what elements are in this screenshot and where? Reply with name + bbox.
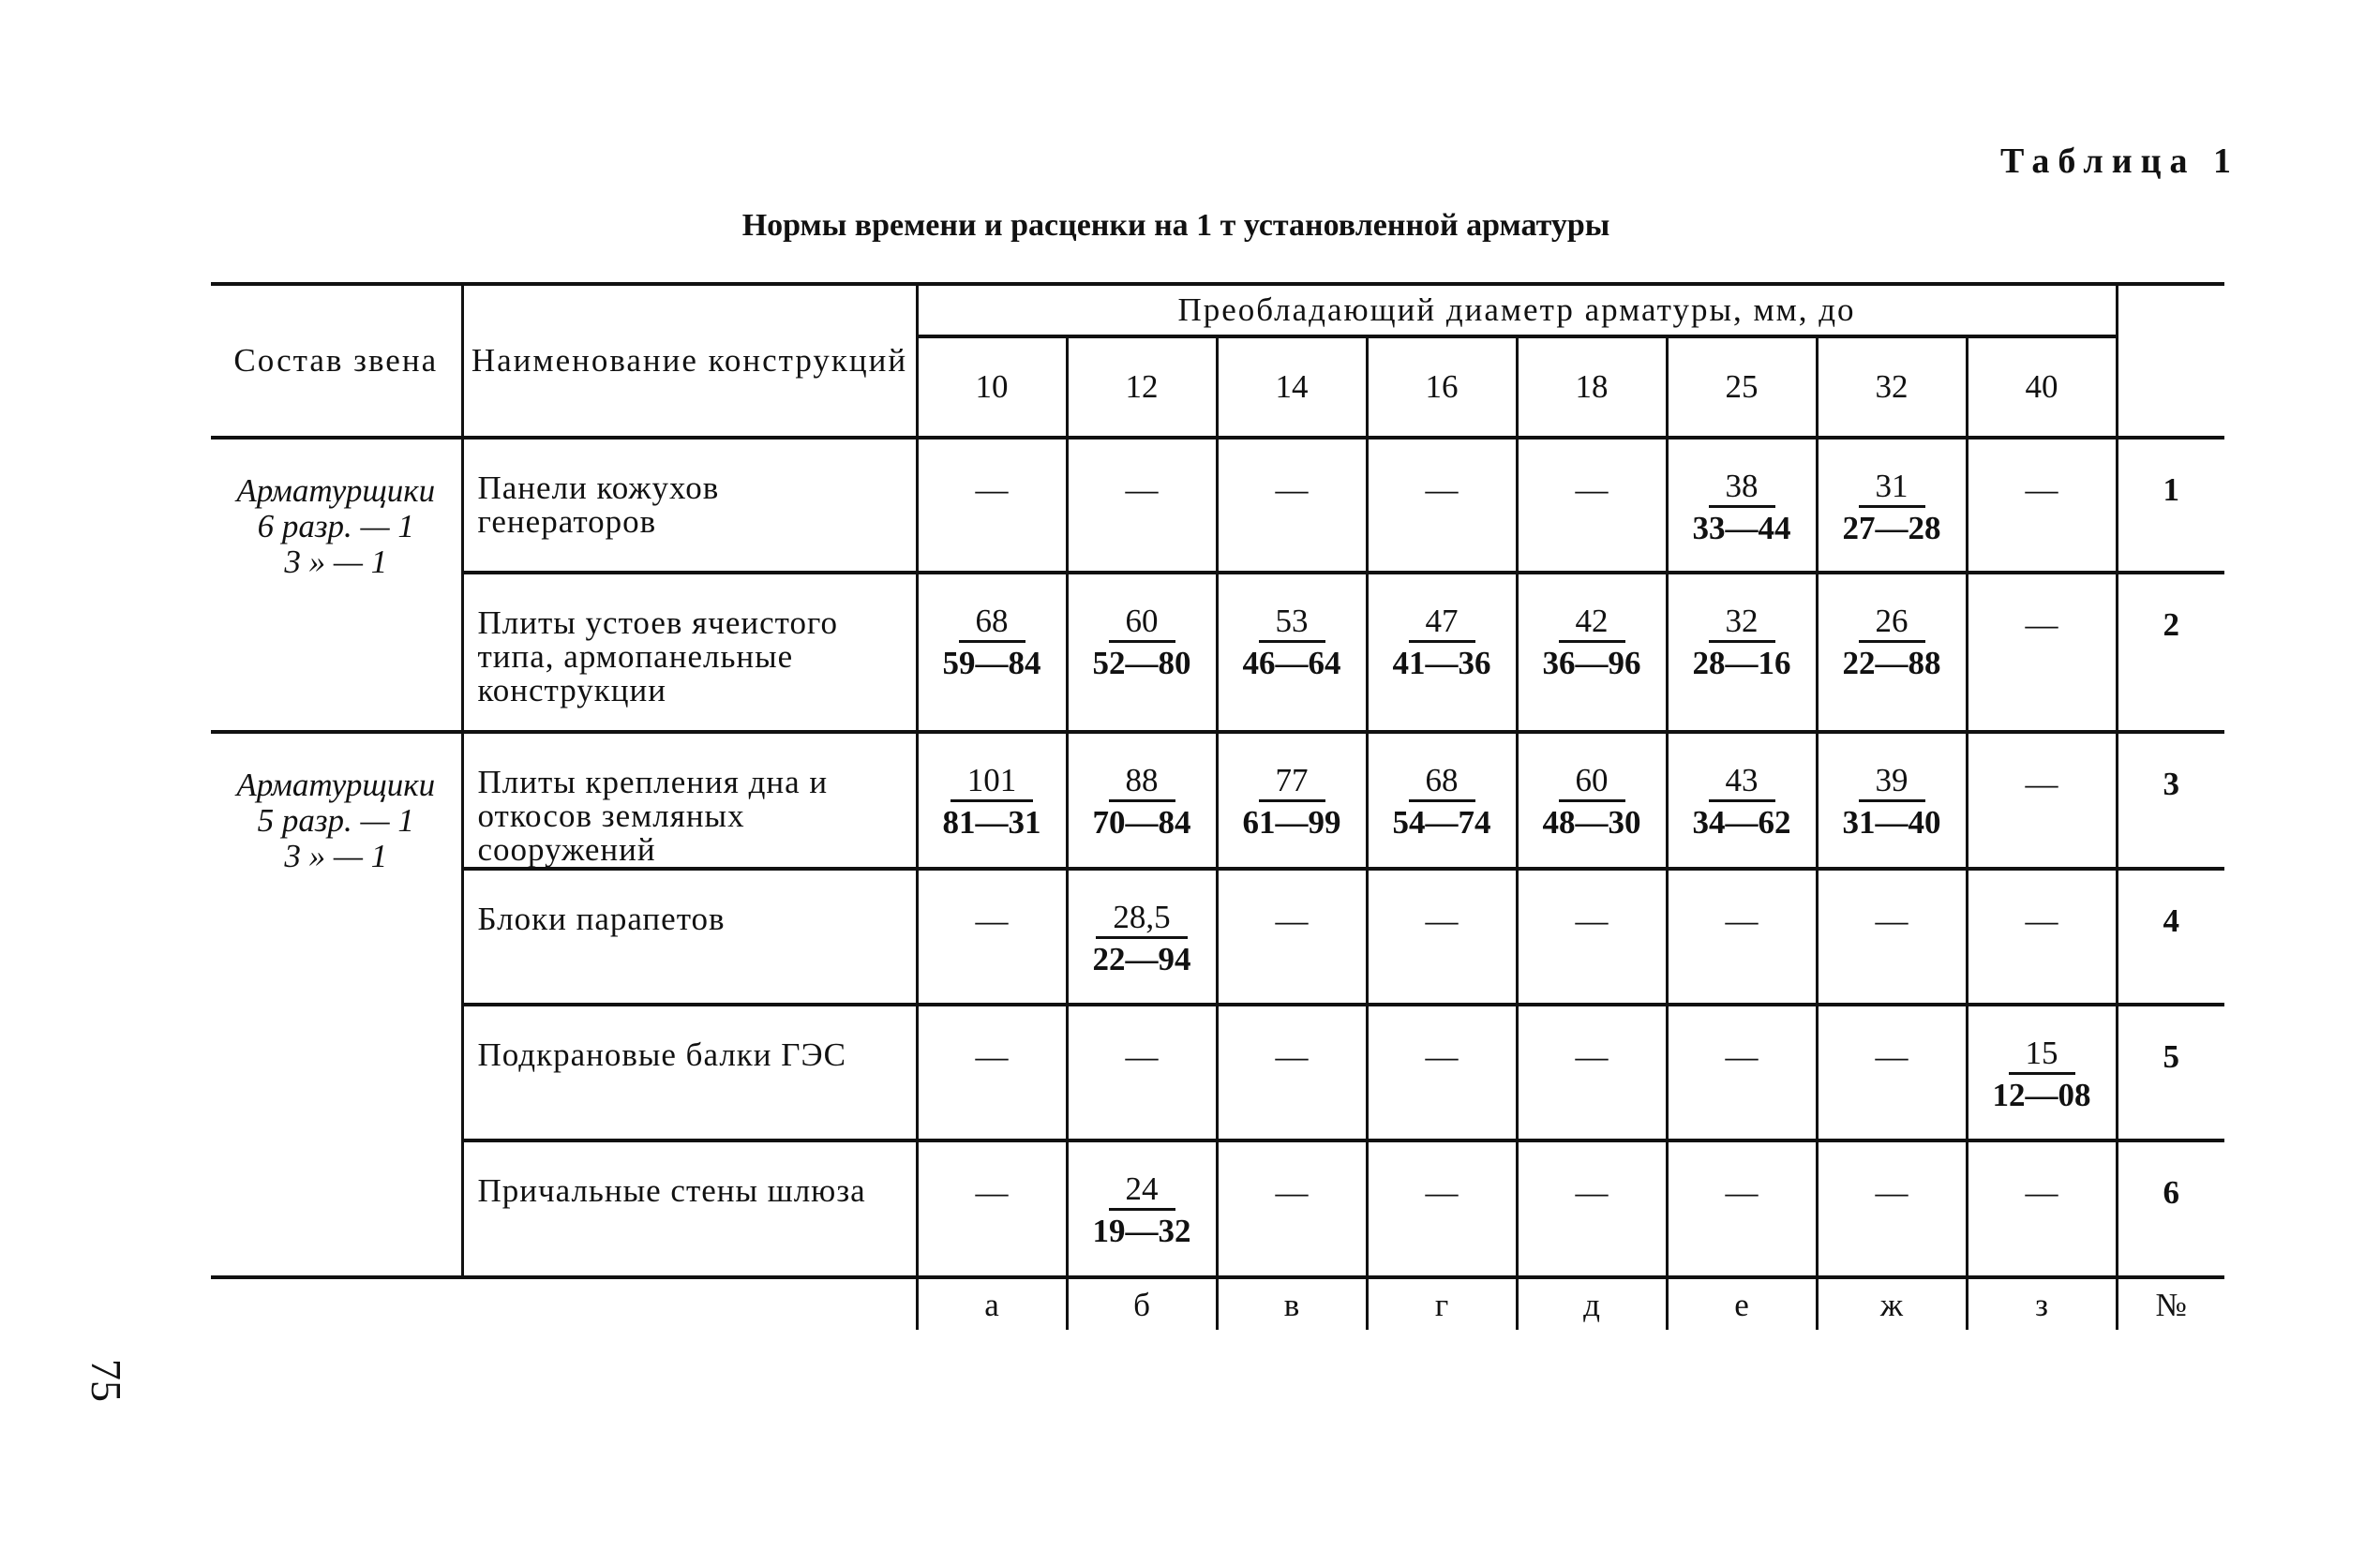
- crew-line3: 3 » — 1: [284, 544, 388, 580]
- rate-fraction: [919, 574, 1066, 684]
- row-number: 4: [2117, 869, 2224, 1005]
- time-norm: 68: [959, 603, 1025, 643]
- construction-name: Плиты устоев ячеистого типа, армопанельные конструкции: [462, 573, 917, 732]
- header-construction: Наименование конструкций: [462, 284, 917, 438]
- rate-price: 33—44: [1692, 510, 1791, 546]
- time-norm: 68: [1409, 762, 1475, 802]
- rate-price: 46—64: [1242, 645, 1341, 681]
- rate-price: 34—62: [1692, 804, 1791, 841]
- header-diameter-12: 12: [1067, 336, 1217, 438]
- norms-table: [211, 282, 2224, 1330]
- rate-cell: —: [1217, 869, 1367, 1005]
- rate-price: 22—88: [1842, 645, 1941, 681]
- crew-cell: [211, 438, 462, 732]
- row-number: 5: [2117, 1005, 2224, 1140]
- rate-cell: —: [1817, 1005, 1967, 1140]
- rate-fraction: [1968, 1006, 2116, 1116]
- rate-cell: [1217, 732, 1367, 869]
- header-crew: Состав звена: [211, 284, 462, 438]
- rate-fraction: [1069, 574, 1216, 684]
- rate-fraction: [1669, 734, 1816, 843]
- rate-cell: [1817, 732, 1967, 869]
- rate-cell: [1817, 438, 1967, 573]
- rate-cell: —: [1517, 438, 1667, 573]
- time-norm: 31: [1859, 468, 1925, 508]
- header-diameter-40: 40: [1967, 336, 2117, 438]
- rate-cell: —: [1667, 1140, 1817, 1277]
- rate-cell: [1517, 573, 1667, 732]
- rate-price: 70—84: [1092, 804, 1191, 841]
- page-number: 75: [82, 1359, 130, 1402]
- rate-cell: —: [1967, 869, 2117, 1005]
- rate-cell: [1517, 732, 1667, 869]
- crew-cell: [211, 732, 462, 1277]
- rate-cell: —: [1217, 1005, 1367, 1140]
- rate-fraction: [1219, 574, 1366, 684]
- table-row: [211, 732, 2224, 869]
- column-letter: д: [1517, 1277, 1667, 1330]
- rate-price: 31—40: [1842, 804, 1941, 841]
- rate-cell: —: [917, 1005, 1067, 1140]
- rate-cell: —: [917, 438, 1067, 573]
- table-row: [211, 1140, 2224, 1277]
- rate-cell: —: [1967, 1140, 2117, 1277]
- construction-name: Панели кожухов генераторов: [462, 438, 917, 573]
- table-row: [211, 1005, 2224, 1140]
- rate-fraction: [1819, 574, 1966, 684]
- rate-cell: —: [1667, 869, 1817, 1005]
- rate-cell: —: [1517, 869, 1667, 1005]
- rate-fraction: [1519, 574, 1666, 684]
- rate-fraction: [1669, 574, 1816, 684]
- rate-price: 41—36: [1392, 645, 1491, 681]
- rate-price: 59—84: [942, 645, 1041, 681]
- rate-fraction: [1069, 734, 1216, 843]
- column-letters-row: [211, 1277, 2224, 1330]
- header-diameter: Преобладающий диаметр арматуры, мм, до: [917, 284, 2117, 336]
- rate-cell: —: [1067, 1005, 1217, 1140]
- construction-name: Причальные стены шлюза: [462, 1140, 917, 1277]
- rate-price: 19—32: [1092, 1213, 1191, 1249]
- rate-cell: [1667, 438, 1817, 573]
- rate-cell: [1067, 732, 1217, 869]
- rate-price: 12—08: [1992, 1077, 2091, 1113]
- column-letter: в: [1217, 1277, 1367, 1330]
- header-diameter-16: 16: [1367, 336, 1517, 438]
- row-number: 2: [2117, 573, 2224, 732]
- rate-fraction: [1819, 440, 1966, 549]
- construction-name: Блоки парапетов: [462, 869, 917, 1005]
- rate-price: 36—96: [1542, 645, 1641, 681]
- rate-cell: [1367, 573, 1517, 732]
- rate-cell: —: [1367, 438, 1517, 573]
- time-norm: 77: [1259, 762, 1325, 802]
- rate-price: 22—94: [1092, 941, 1191, 977]
- construction-name: Плиты крепления дна и откосов земляных сооружений: [462, 732, 917, 869]
- rate-cell: —: [1967, 732, 2117, 869]
- crew-line2: 5 разр. — 1: [257, 802, 414, 839]
- crew-line1: Арматурщики: [236, 767, 436, 803]
- time-norm: 26: [1859, 603, 1925, 643]
- rate-cell: [1667, 573, 1817, 732]
- crew-line3: 3 » — 1: [284, 838, 388, 874]
- column-letter: а: [917, 1277, 1067, 1330]
- header-row-1: [211, 284, 2224, 336]
- rate-cell: [1817, 573, 1967, 732]
- rate-cell: —: [1367, 869, 1517, 1005]
- rate-fraction: [1069, 871, 1216, 980]
- rate-cell: —: [1967, 573, 2117, 732]
- column-letter: з: [1967, 1277, 2117, 1330]
- rate-cell: [1667, 732, 1817, 869]
- row-number: 1: [2117, 438, 2224, 573]
- time-norm: 101: [951, 762, 1034, 802]
- header-diameter-32: 32: [1817, 336, 1967, 438]
- time-norm: 15: [2009, 1035, 2075, 1075]
- table-row: [211, 869, 2224, 1005]
- rate-cell: —: [1517, 1140, 1667, 1277]
- construction-name: Подкрановые балки ГЭС: [462, 1005, 917, 1140]
- rate-cell: [917, 732, 1067, 869]
- rate-price: 52—80: [1092, 645, 1191, 681]
- rate-price: 61—99: [1242, 804, 1341, 841]
- column-letter: №: [2155, 1287, 2187, 1323]
- rate-cell: —: [1667, 1005, 1817, 1140]
- rate-fraction: [1669, 440, 1816, 549]
- rate-cell: —: [1367, 1140, 1517, 1277]
- rate-cell: [917, 573, 1067, 732]
- time-norm: 60: [1109, 603, 1175, 643]
- time-norm: 38: [1709, 468, 1775, 508]
- header-diameter-25: 25: [1667, 336, 1817, 438]
- crew-line1: Арматурщики: [236, 472, 436, 509]
- rate-fraction: [1519, 734, 1666, 843]
- column-letter: г: [1367, 1277, 1517, 1330]
- rate-cell: [1217, 573, 1367, 732]
- footer-empty: [462, 1277, 917, 1330]
- rate-cell: —: [917, 1140, 1067, 1277]
- time-norm: 39: [1859, 762, 1925, 802]
- table-title: Нормы времени и расценки на 1 т установленной арматуры: [741, 208, 1610, 243]
- column-letter: е: [1667, 1277, 1817, 1330]
- column-letter: б: [1067, 1277, 1217, 1330]
- time-norm: 43: [1709, 762, 1775, 802]
- rate-price: 54—74: [1392, 804, 1491, 841]
- header-diameter-14: 14: [1217, 336, 1367, 438]
- column-letter: ж: [1817, 1277, 1967, 1330]
- header-diameter-18: 18: [1517, 336, 1667, 438]
- rate-fraction: [1219, 734, 1366, 843]
- table-label: Таблица 1: [1999, 142, 2239, 181]
- rate-cell: —: [1817, 869, 1967, 1005]
- rate-fraction: [1369, 574, 1516, 684]
- table-row: [211, 438, 2224, 573]
- rate-cell: —: [1217, 1140, 1367, 1277]
- time-norm: 24: [1109, 1170, 1175, 1211]
- row-number: 6: [2117, 1140, 2224, 1277]
- rate-fraction: [1069, 1142, 1216, 1252]
- rate-cell: [1967, 1005, 2117, 1140]
- rate-fraction: [919, 734, 1066, 843]
- time-norm: 28,5: [1096, 899, 1187, 939]
- rate-cell: —: [1967, 438, 2117, 573]
- table-row: [211, 573, 2224, 732]
- row-number: 3: [2117, 732, 2224, 869]
- rate-price: 27—28: [1842, 510, 1941, 546]
- rate-cell: —: [917, 869, 1067, 1005]
- rate-price: 48—30: [1542, 804, 1641, 841]
- rate-price: 28—16: [1692, 645, 1791, 681]
- rate-cell: [1067, 573, 1217, 732]
- rate-fraction: [1819, 734, 1966, 843]
- rate-cell: [1067, 869, 1217, 1005]
- rate-cell: —: [1367, 1005, 1517, 1140]
- rate-cell: —: [1217, 438, 1367, 573]
- rate-cell: [1367, 732, 1517, 869]
- time-norm: 60: [1559, 762, 1625, 802]
- rate-cell: [1067, 1140, 1217, 1277]
- time-norm: 47: [1409, 603, 1475, 643]
- rate-cell: —: [1517, 1005, 1667, 1140]
- rate-price: 81—31: [942, 804, 1041, 841]
- header-diameter-10: 10: [917, 336, 1067, 438]
- crew-line2: 6 разр. — 1: [257, 508, 414, 544]
- time-norm: 42: [1559, 603, 1625, 643]
- time-norm: 88: [1109, 762, 1175, 802]
- time-norm: 32: [1709, 603, 1775, 643]
- rate-fraction: [1369, 734, 1516, 843]
- time-norm: 53: [1259, 603, 1325, 643]
- footer-empty: [211, 1277, 462, 1330]
- header-num-col: [2117, 284, 2224, 438]
- rate-cell: —: [1067, 438, 1217, 573]
- rate-cell: —: [1817, 1140, 1967, 1277]
